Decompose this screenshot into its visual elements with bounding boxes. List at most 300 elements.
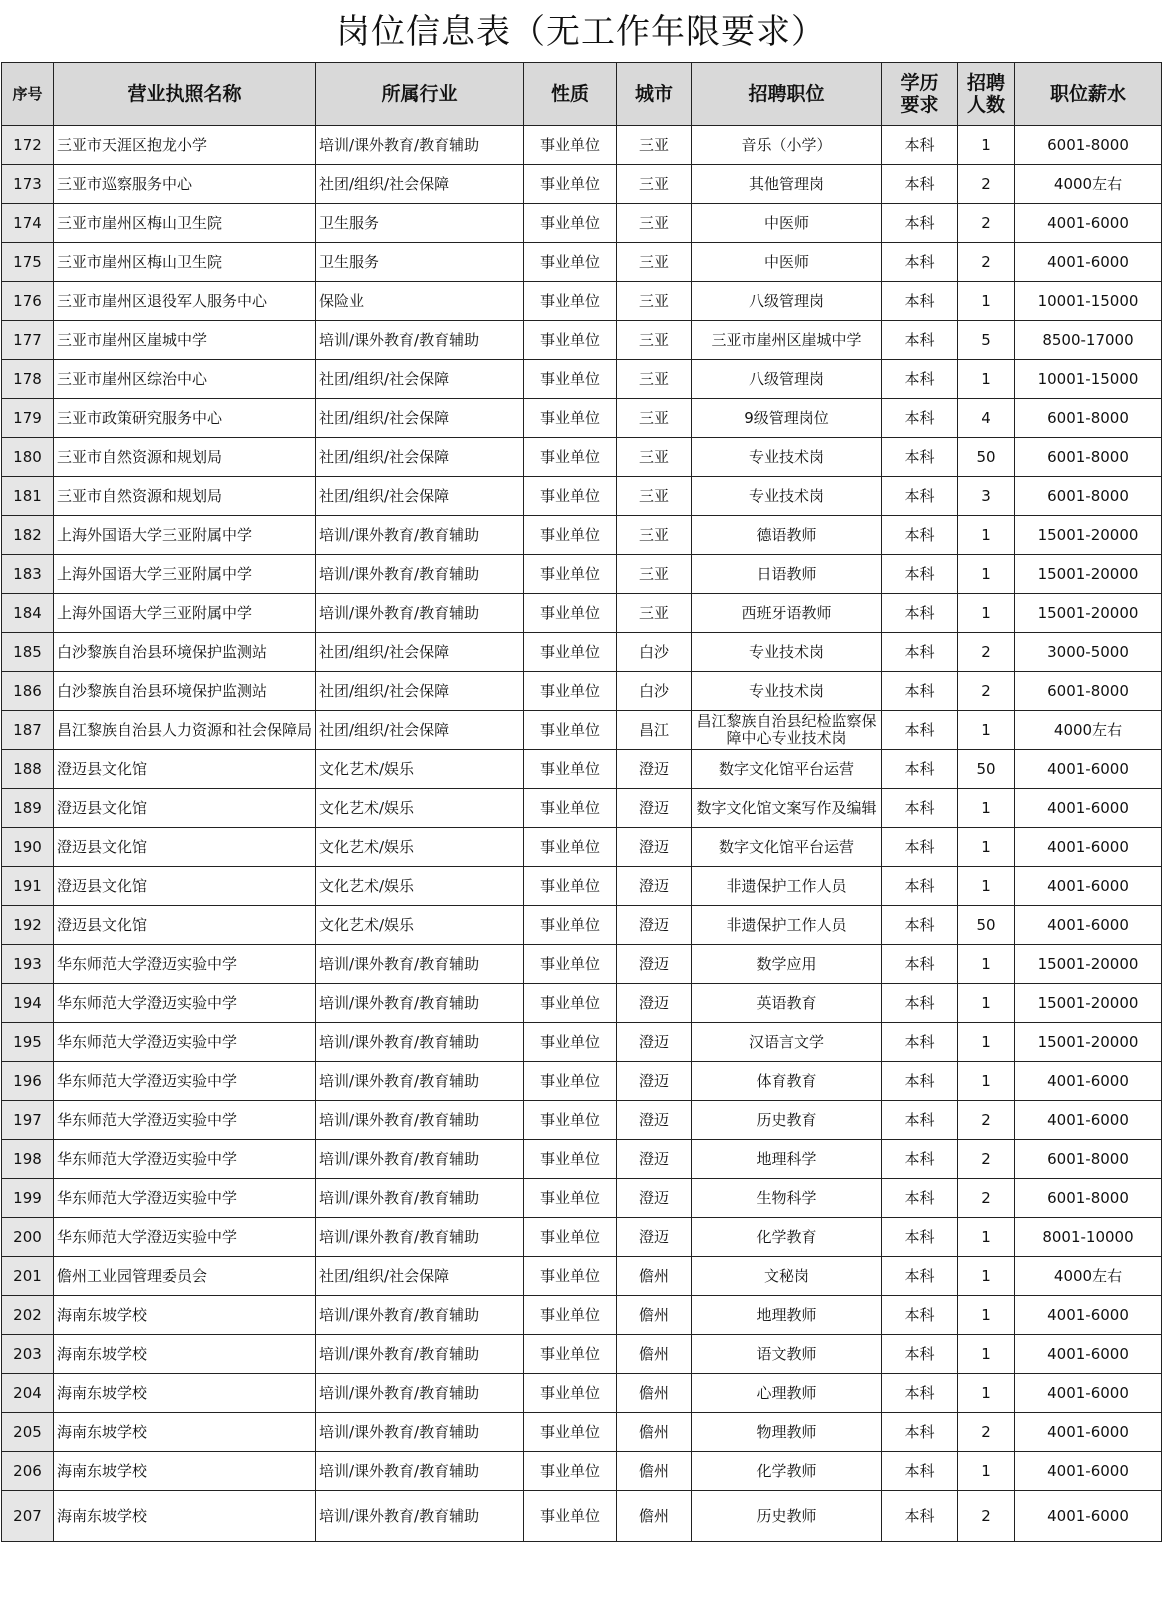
salary-cell: 4001-6000 xyxy=(1015,1374,1162,1413)
salary-cell: 4000左右 xyxy=(1015,1257,1162,1296)
nature-cell: 事业单位 xyxy=(524,360,617,399)
headcount-cell: 5 xyxy=(958,321,1015,360)
position-cell: 化学教师 xyxy=(692,1452,882,1491)
city-cell: 澄迈 xyxy=(617,1062,692,1101)
license-name-cell: 三亚市巡察服务中心 xyxy=(54,165,316,204)
education-cell: 本科 xyxy=(882,1023,958,1062)
city-cell: 澄迈 xyxy=(617,1140,692,1179)
table-row xyxy=(2,672,1162,711)
license-name-cell: 澄迈县文化馆 xyxy=(54,867,316,906)
header-col-industry: 所属行业 xyxy=(316,63,524,126)
city-cell: 澄迈 xyxy=(617,867,692,906)
table-row xyxy=(2,1413,1162,1452)
education-cell: 本科 xyxy=(882,594,958,633)
position-cell: 专业技术岗 xyxy=(692,438,882,477)
index-cell: 196 xyxy=(2,1062,54,1101)
nature-cell: 事业单位 xyxy=(524,1179,617,1218)
salary-cell: 4001-6000 xyxy=(1015,789,1162,828)
license-name-cell: 华东师范大学澄迈实验中学 xyxy=(54,984,316,1023)
table-row xyxy=(2,1335,1162,1374)
industry-cell: 培训/课外教育/教育辅助 xyxy=(316,516,524,555)
headcount-cell: 1 xyxy=(958,1296,1015,1335)
position-cell: 专业技术岗 xyxy=(692,477,882,516)
position-cell: 非遗保护工作人员 xyxy=(692,906,882,945)
table-row xyxy=(2,321,1162,360)
city-cell: 三亚 xyxy=(617,555,692,594)
table-row xyxy=(2,165,1162,204)
license-name-cell: 三亚市崖州区退役军人服务中心 xyxy=(54,282,316,321)
industry-cell: 培训/课外教育/教育辅助 xyxy=(316,1062,524,1101)
city-cell: 儋州 xyxy=(617,1296,692,1335)
city-cell: 三亚 xyxy=(617,282,692,321)
license-name-cell: 澄迈县文化馆 xyxy=(54,789,316,828)
license-name-cell: 海南东坡学校 xyxy=(54,1296,316,1335)
salary-cell: 15001-20000 xyxy=(1015,555,1162,594)
position-cell: 历史教育 xyxy=(692,1101,882,1140)
education-cell: 本科 xyxy=(882,1374,958,1413)
education-cell: 本科 xyxy=(882,711,958,750)
headcount-cell: 2 xyxy=(958,1491,1015,1542)
license-name-cell: 儋州工业园管理委员会 xyxy=(54,1257,316,1296)
nature-cell: 事业单位 xyxy=(524,789,617,828)
table-row xyxy=(2,360,1162,399)
industry-cell: 培训/课外教育/教育辅助 xyxy=(316,1374,524,1413)
position-cell: 文秘岗 xyxy=(692,1257,882,1296)
index-cell: 195 xyxy=(2,1023,54,1062)
industry-cell: 培训/课外教育/教育辅助 xyxy=(316,321,524,360)
index-cell: 183 xyxy=(2,555,54,594)
industry-cell: 社团/组织/社会保障 xyxy=(316,360,524,399)
position-cell: 语文教师 xyxy=(692,1335,882,1374)
position-cell: 物理教师 xyxy=(692,1413,882,1452)
city-cell: 澄迈 xyxy=(617,1101,692,1140)
index-cell: 175 xyxy=(2,243,54,282)
position-cell: 心理教师 xyxy=(692,1374,882,1413)
education-cell: 本科 xyxy=(882,1452,958,1491)
nature-cell: 事业单位 xyxy=(524,1413,617,1452)
nature-cell: 事业单位 xyxy=(524,672,617,711)
headcount-cell: 1 xyxy=(958,594,1015,633)
license-name-cell: 三亚市政策研究服务中心 xyxy=(54,399,316,438)
headcount-cell: 1 xyxy=(958,1062,1015,1101)
nature-cell: 事业单位 xyxy=(524,867,617,906)
headcount-cell: 2 xyxy=(958,633,1015,672)
nature-cell: 事业单位 xyxy=(524,711,617,750)
position-cell: 体育教育 xyxy=(692,1062,882,1101)
license-name-cell: 海南东坡学校 xyxy=(54,1452,316,1491)
nature-cell: 事业单位 xyxy=(524,243,617,282)
salary-cell: 6001-8000 xyxy=(1015,438,1162,477)
license-name-cell: 三亚市崖州区梅山卫生院 xyxy=(54,243,316,282)
license-name-cell: 白沙黎族自治县环境保护监测站 xyxy=(54,633,316,672)
position-cell: 中医师 xyxy=(692,243,882,282)
header-col-license-name: 营业执照名称 xyxy=(54,63,316,126)
index-cell: 185 xyxy=(2,633,54,672)
salary-cell: 4001-6000 xyxy=(1015,906,1162,945)
table-row xyxy=(2,594,1162,633)
position-cell: 地理科学 xyxy=(692,1140,882,1179)
position-cell: 八级管理岗 xyxy=(692,360,882,399)
table-row xyxy=(2,633,1162,672)
industry-cell: 培训/课外教育/教育辅助 xyxy=(316,1413,524,1452)
index-cell: 178 xyxy=(2,360,54,399)
salary-cell: 3000-5000 xyxy=(1015,633,1162,672)
industry-cell: 培训/课外教育/教育辅助 xyxy=(316,1140,524,1179)
position-cell: 数学应用 xyxy=(692,945,882,984)
education-cell: 本科 xyxy=(882,1335,958,1374)
city-cell: 澄迈 xyxy=(617,945,692,984)
education-cell: 本科 xyxy=(882,1413,958,1452)
salary-cell: 6001-8000 xyxy=(1015,399,1162,438)
position-cell: 数字文化馆文案写作及编辑 xyxy=(692,789,882,828)
education-cell: 本科 xyxy=(882,126,958,165)
city-cell: 三亚 xyxy=(617,438,692,477)
education-cell: 本科 xyxy=(882,789,958,828)
city-cell: 三亚 xyxy=(617,204,692,243)
table-row xyxy=(2,1179,1162,1218)
headcount-cell: 2 xyxy=(958,204,1015,243)
education-cell: 本科 xyxy=(882,750,958,789)
nature-cell: 事业单位 xyxy=(524,594,617,633)
index-cell: 184 xyxy=(2,594,54,633)
index-cell: 186 xyxy=(2,672,54,711)
industry-cell: 文化艺术/娱乐 xyxy=(316,750,524,789)
index-cell: 207 xyxy=(2,1491,54,1542)
position-cell: 日语教师 xyxy=(692,555,882,594)
table-row xyxy=(2,555,1162,594)
index-cell: 180 xyxy=(2,438,54,477)
salary-cell: 8500-17000 xyxy=(1015,321,1162,360)
index-cell: 174 xyxy=(2,204,54,243)
position-cell: 昌江黎族自治县纪检监察保障中心专业技术岗 xyxy=(692,711,882,750)
industry-cell: 培训/课外教育/教育辅助 xyxy=(316,594,524,633)
education-cell: 本科 xyxy=(882,633,958,672)
city-cell: 澄迈 xyxy=(617,1023,692,1062)
industry-cell: 培训/课外教育/教育辅助 xyxy=(316,126,524,165)
salary-cell: 15001-20000 xyxy=(1015,984,1162,1023)
index-cell: 176 xyxy=(2,282,54,321)
nature-cell: 事业单位 xyxy=(524,555,617,594)
table-row xyxy=(2,399,1162,438)
position-cell: 专业技术岗 xyxy=(692,633,882,672)
industry-cell: 社团/组织/社会保障 xyxy=(316,633,524,672)
nature-cell: 事业单位 xyxy=(524,321,617,360)
table-row xyxy=(2,282,1162,321)
table-row xyxy=(2,1023,1162,1062)
position-cell: 德语教师 xyxy=(692,516,882,555)
header-col-index: 序号 xyxy=(2,63,54,126)
license-name-cell: 华东师范大学澄迈实验中学 xyxy=(54,945,316,984)
index-cell: 181 xyxy=(2,477,54,516)
salary-cell: 6001-8000 xyxy=(1015,672,1162,711)
table-row xyxy=(2,516,1162,555)
license-name-cell: 华东师范大学澄迈实验中学 xyxy=(54,1062,316,1101)
city-cell: 儋州 xyxy=(617,1452,692,1491)
index-cell: 191 xyxy=(2,867,54,906)
education-cell: 本科 xyxy=(882,555,958,594)
city-cell: 澄迈 xyxy=(617,750,692,789)
city-cell: 白沙 xyxy=(617,672,692,711)
industry-cell: 文化艺术/娱乐 xyxy=(316,867,524,906)
table-row xyxy=(2,1374,1162,1413)
index-cell: 190 xyxy=(2,828,54,867)
header-col-position: 招聘职位 xyxy=(692,63,882,126)
city-cell: 三亚 xyxy=(617,126,692,165)
salary-cell: 4000左右 xyxy=(1015,711,1162,750)
salary-cell: 4001-6000 xyxy=(1015,243,1162,282)
position-cell: 三亚市崖州区崖城中学 xyxy=(692,321,882,360)
index-cell: 194 xyxy=(2,984,54,1023)
position-cell: 数字文化馆平台运营 xyxy=(692,828,882,867)
headcount-cell: 1 xyxy=(958,360,1015,399)
education-cell: 本科 xyxy=(882,360,958,399)
nature-cell: 事业单位 xyxy=(524,1374,617,1413)
industry-cell: 培训/课外教育/教育辅助 xyxy=(316,1101,524,1140)
license-name-cell: 海南东坡学校 xyxy=(54,1374,316,1413)
industry-cell: 社团/组织/社会保障 xyxy=(316,165,524,204)
education-cell: 本科 xyxy=(882,906,958,945)
index-cell: 201 xyxy=(2,1257,54,1296)
city-cell: 儋州 xyxy=(617,1413,692,1452)
industry-cell: 培训/课外教育/教育辅助 xyxy=(316,1452,524,1491)
education-cell: 本科 xyxy=(882,1062,958,1101)
education-cell: 本科 xyxy=(882,945,958,984)
license-name-cell: 海南东坡学校 xyxy=(54,1413,316,1452)
license-name-cell: 澄迈县文化馆 xyxy=(54,750,316,789)
position-cell: 西班牙语教师 xyxy=(692,594,882,633)
headcount-cell: 1 xyxy=(958,828,1015,867)
headcount-cell: 2 xyxy=(958,1179,1015,1218)
education-cell: 本科 xyxy=(882,438,958,477)
index-cell: 204 xyxy=(2,1374,54,1413)
table-row xyxy=(2,1062,1162,1101)
license-name-cell: 昌江黎族自治县人力资源和社会保障局 xyxy=(54,711,316,750)
city-cell: 澄迈 xyxy=(617,1179,692,1218)
header-col-headcount: 招聘 人数 xyxy=(958,63,1015,126)
table-row xyxy=(2,243,1162,282)
city-cell: 儋州 xyxy=(617,1374,692,1413)
position-cell: 音乐（小学） xyxy=(692,126,882,165)
industry-cell: 培训/课外教育/教育辅助 xyxy=(316,1491,524,1542)
table-row xyxy=(2,789,1162,828)
index-cell: 205 xyxy=(2,1413,54,1452)
nature-cell: 事业单位 xyxy=(524,1062,617,1101)
city-cell: 儋州 xyxy=(617,1257,692,1296)
industry-cell: 培训/课外教育/教育辅助 xyxy=(316,1335,524,1374)
table-row xyxy=(2,1257,1162,1296)
salary-cell: 15001-20000 xyxy=(1015,1023,1162,1062)
salary-cell: 6001-8000 xyxy=(1015,477,1162,516)
nature-cell: 事业单位 xyxy=(524,126,617,165)
license-name-cell: 白沙黎族自治县环境保护监测站 xyxy=(54,672,316,711)
city-cell: 澄迈 xyxy=(617,828,692,867)
nature-cell: 事业单位 xyxy=(524,1335,617,1374)
index-cell: 172 xyxy=(2,126,54,165)
table-row xyxy=(2,945,1162,984)
license-name-cell: 三亚市崖州区梅山卫生院 xyxy=(54,204,316,243)
license-name-cell: 三亚市崖州区综治中心 xyxy=(54,360,316,399)
license-name-cell: 华东师范大学澄迈实验中学 xyxy=(54,1101,316,1140)
salary-cell: 4001-6000 xyxy=(1015,1491,1162,1542)
city-cell: 昌江 xyxy=(617,711,692,750)
salary-cell: 6001-8000 xyxy=(1015,1179,1162,1218)
table-body xyxy=(2,126,1162,1542)
education-cell: 本科 xyxy=(882,1491,958,1542)
headcount-cell: 1 xyxy=(958,1257,1015,1296)
headcount-cell: 1 xyxy=(958,984,1015,1023)
salary-cell: 10001-15000 xyxy=(1015,282,1162,321)
city-cell: 澄迈 xyxy=(617,906,692,945)
headcount-cell: 2 xyxy=(958,165,1015,204)
city-cell: 澄迈 xyxy=(617,1218,692,1257)
nature-cell: 事业单位 xyxy=(524,1257,617,1296)
table-row xyxy=(2,1491,1162,1542)
index-cell: 192 xyxy=(2,906,54,945)
index-cell: 177 xyxy=(2,321,54,360)
city-cell: 白沙 xyxy=(617,633,692,672)
table-row xyxy=(2,1218,1162,1257)
education-cell: 本科 xyxy=(882,321,958,360)
education-cell: 本科 xyxy=(882,984,958,1023)
salary-cell: 4001-6000 xyxy=(1015,1413,1162,1452)
nature-cell: 事业单位 xyxy=(524,1101,617,1140)
headcount-cell: 3 xyxy=(958,477,1015,516)
position-cell: 专业技术岗 xyxy=(692,672,882,711)
headcount-cell: 1 xyxy=(958,1218,1015,1257)
license-name-cell: 澄迈县文化馆 xyxy=(54,906,316,945)
position-cell: 数字文化馆平台运营 xyxy=(692,750,882,789)
industry-cell: 文化艺术/娱乐 xyxy=(316,906,524,945)
headcount-cell: 1 xyxy=(958,1335,1015,1374)
headcount-cell: 4 xyxy=(958,399,1015,438)
city-cell: 三亚 xyxy=(617,165,692,204)
salary-cell: 4001-6000 xyxy=(1015,1335,1162,1374)
position-cell: 生物科学 xyxy=(692,1179,882,1218)
nature-cell: 事业单位 xyxy=(524,633,617,672)
license-name-cell: 上海外国语大学三亚附属中学 xyxy=(54,594,316,633)
industry-cell: 培训/课外教育/教育辅助 xyxy=(316,945,524,984)
industry-cell: 培训/课外教育/教育辅助 xyxy=(316,555,524,594)
salary-cell: 6001-8000 xyxy=(1015,1140,1162,1179)
education-cell: 本科 xyxy=(882,204,958,243)
industry-cell: 文化艺术/娱乐 xyxy=(316,828,524,867)
industry-cell: 培训/课外教育/教育辅助 xyxy=(316,1218,524,1257)
headcount-cell: 2 xyxy=(958,1140,1015,1179)
license-name-cell: 三亚市自然资源和规划局 xyxy=(54,438,316,477)
index-cell: 193 xyxy=(2,945,54,984)
header-col-nature: 性质 xyxy=(524,63,617,126)
headcount-cell: 2 xyxy=(958,243,1015,282)
position-cell: 地理教师 xyxy=(692,1296,882,1335)
city-cell: 三亚 xyxy=(617,360,692,399)
salary-cell: 4001-6000 xyxy=(1015,1296,1162,1335)
industry-cell: 社团/组织/社会保障 xyxy=(316,399,524,438)
header-col-city: 城市 xyxy=(617,63,692,126)
salary-cell: 4001-6000 xyxy=(1015,1452,1162,1491)
nature-cell: 事业单位 xyxy=(524,165,617,204)
license-name-cell: 澄迈县文化馆 xyxy=(54,828,316,867)
table-row xyxy=(2,1140,1162,1179)
city-cell: 三亚 xyxy=(617,516,692,555)
headcount-cell: 2 xyxy=(958,672,1015,711)
index-cell: 179 xyxy=(2,399,54,438)
job-table xyxy=(1,62,1162,1542)
headcount-cell: 1 xyxy=(958,945,1015,984)
nature-cell: 事业单位 xyxy=(524,1296,617,1335)
salary-cell: 15001-20000 xyxy=(1015,945,1162,984)
position-cell: 化学教育 xyxy=(692,1218,882,1257)
salary-cell: 10001-15000 xyxy=(1015,360,1162,399)
city-cell: 三亚 xyxy=(617,477,692,516)
license-name-cell: 三亚市崖州区崖城中学 xyxy=(54,321,316,360)
license-name-cell: 华东师范大学澄迈实验中学 xyxy=(54,1179,316,1218)
nature-cell: 事业单位 xyxy=(524,1452,617,1491)
city-cell: 儋州 xyxy=(617,1491,692,1542)
position-cell: 八级管理岗 xyxy=(692,282,882,321)
education-cell: 本科 xyxy=(882,1296,958,1335)
salary-cell: 4001-6000 xyxy=(1015,750,1162,789)
index-cell: 188 xyxy=(2,750,54,789)
nature-cell: 事业单位 xyxy=(524,438,617,477)
index-cell: 206 xyxy=(2,1452,54,1491)
industry-cell: 社团/组织/社会保障 xyxy=(316,711,524,750)
nature-cell: 事业单位 xyxy=(524,750,617,789)
education-cell: 本科 xyxy=(882,1140,958,1179)
education-cell: 本科 xyxy=(882,165,958,204)
education-cell: 本科 xyxy=(882,282,958,321)
salary-cell: 8001-10000 xyxy=(1015,1218,1162,1257)
index-cell: 189 xyxy=(2,789,54,828)
industry-cell: 培训/课外教育/教育辅助 xyxy=(316,1023,524,1062)
headcount-cell: 1 xyxy=(958,555,1015,594)
education-cell: 本科 xyxy=(882,1179,958,1218)
industry-cell: 培训/课外教育/教育辅助 xyxy=(316,1296,524,1335)
headcount-cell: 2 xyxy=(958,1413,1015,1452)
position-cell: 9级管理岗位 xyxy=(692,399,882,438)
city-cell: 三亚 xyxy=(617,243,692,282)
license-name-cell: 海南东坡学校 xyxy=(54,1491,316,1542)
nature-cell: 事业单位 xyxy=(524,945,617,984)
license-name-cell: 上海外国语大学三亚附属中学 xyxy=(54,555,316,594)
position-cell: 非遗保护工作人员 xyxy=(692,867,882,906)
headcount-cell: 50 xyxy=(958,750,1015,789)
table-row xyxy=(2,750,1162,789)
license-name-cell: 华东师范大学澄迈实验中学 xyxy=(54,1023,316,1062)
position-cell: 中医师 xyxy=(692,204,882,243)
table-row xyxy=(2,867,1162,906)
nature-cell: 事业单位 xyxy=(524,1218,617,1257)
nature-cell: 事业单位 xyxy=(524,477,617,516)
education-cell: 本科 xyxy=(882,1218,958,1257)
header-col-salary: 职位薪水 xyxy=(1015,63,1162,126)
table-row xyxy=(2,1101,1162,1140)
nature-cell: 事业单位 xyxy=(524,1491,617,1542)
headcount-cell: 1 xyxy=(958,282,1015,321)
industry-cell: 卫生服务 xyxy=(316,204,524,243)
headcount-cell: 1 xyxy=(958,711,1015,750)
table-row xyxy=(2,438,1162,477)
headcount-cell: 1 xyxy=(958,867,1015,906)
salary-cell: 15001-20000 xyxy=(1015,516,1162,555)
table-row xyxy=(2,1452,1162,1491)
industry-cell: 社团/组织/社会保障 xyxy=(316,438,524,477)
header-col-education: 学历 要求 xyxy=(882,63,958,126)
table-header-row xyxy=(2,63,1162,126)
salary-cell: 4001-6000 xyxy=(1015,1101,1162,1140)
industry-cell: 文化艺术/娱乐 xyxy=(316,789,524,828)
headcount-cell: 1 xyxy=(958,1023,1015,1062)
nature-cell: 事业单位 xyxy=(524,516,617,555)
